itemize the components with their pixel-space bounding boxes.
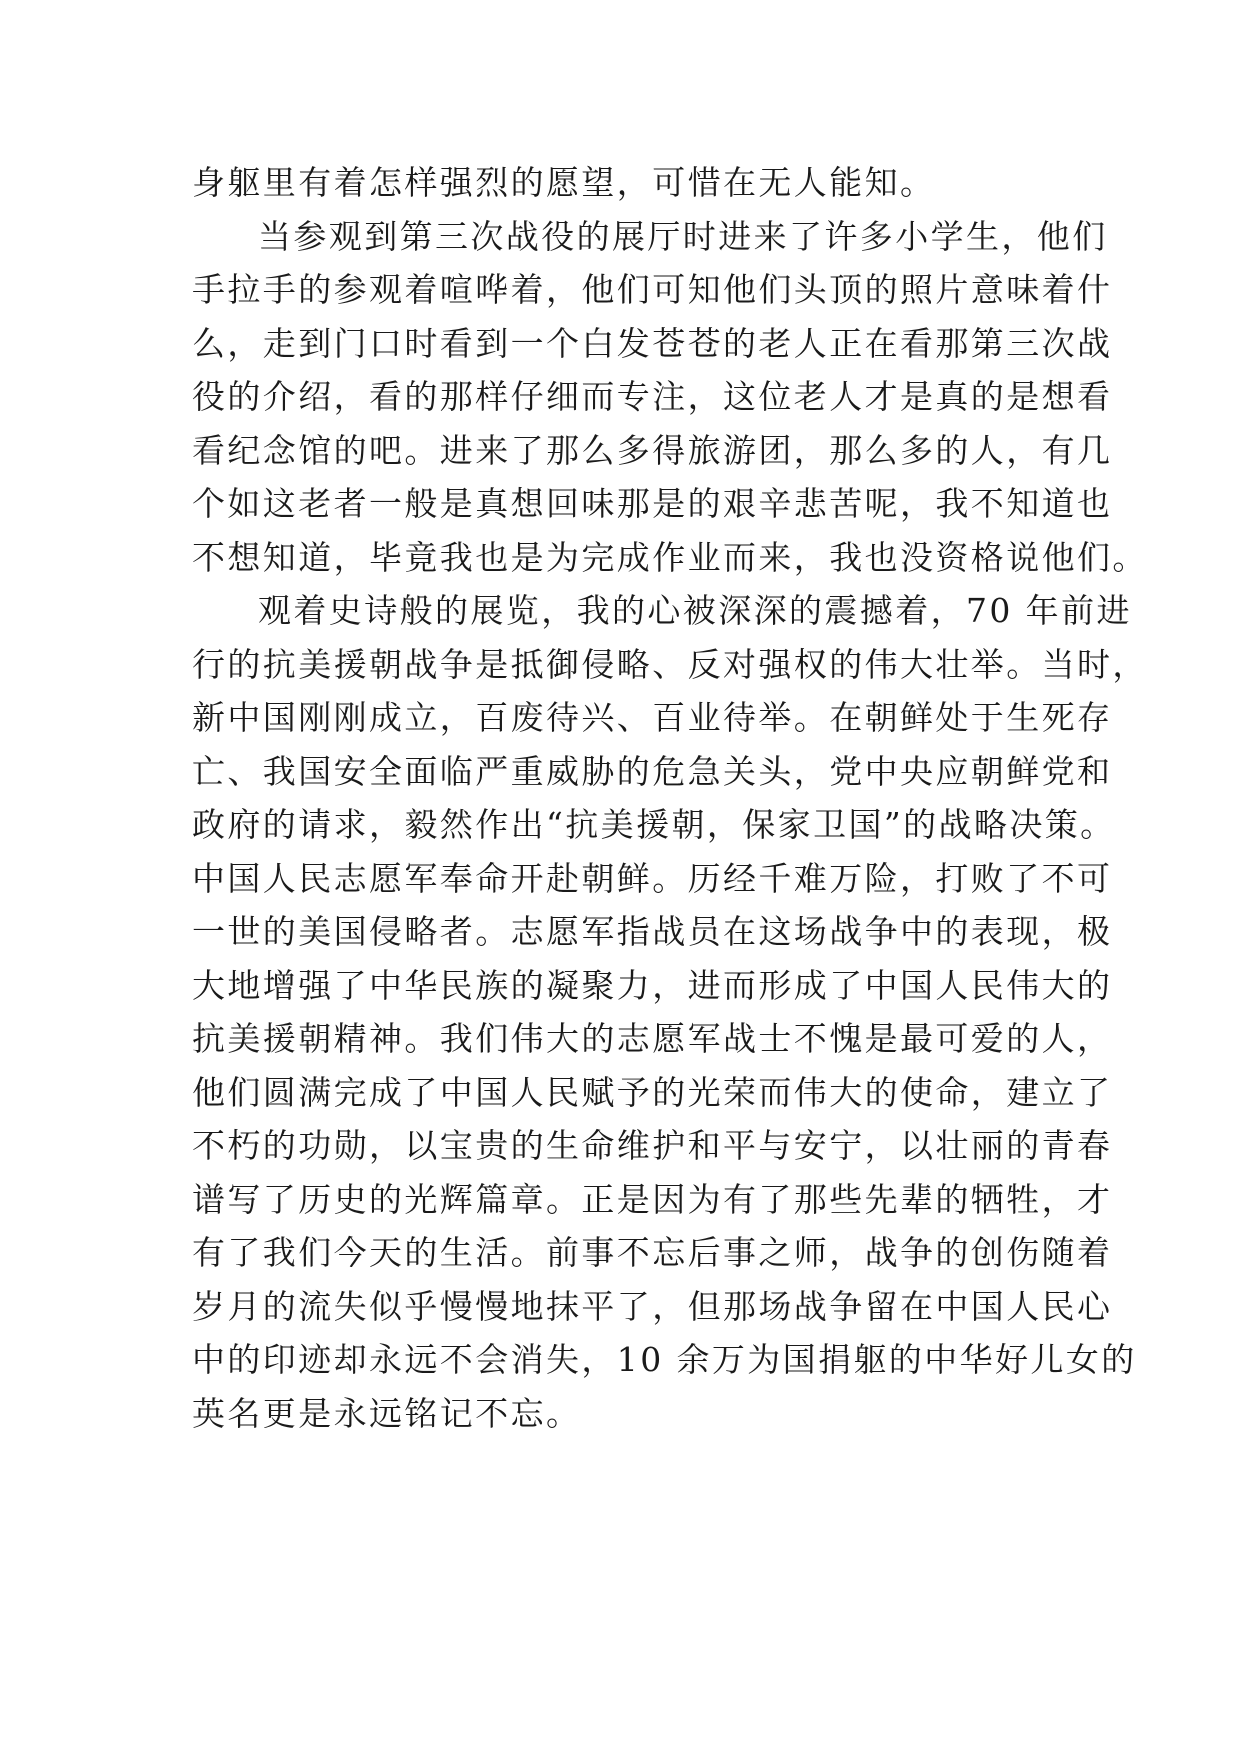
text-line: 不朽的功勋，以宝贵的生命维护和平与安宁，以壮丽的青春 <box>192 1126 1113 1165</box>
text-line: 不想知道，毕竟我也是为完成作业而来，我也没资格说他们。 <box>192 537 1148 577</box>
text-line: 行的抗美援朝战争是抵御侵略、反对强权的伟大壮举。当时， <box>192 644 1148 684</box>
text-line: 中的印迹却永远不会消失，10 余万为国捐躯的中华好儿女的 <box>192 1340 1137 1379</box>
text-line: 么，走到门口时看到一个白发苍苍的老人正在看那第三次战 <box>192 323 1113 363</box>
text-line: 役的介绍，看的那样仔细而专注，这位老人才是真的是想看 <box>192 377 1113 416</box>
text-line: 新中国刚刚成立，百废待兴、百业待举。在朝鲜处于生死存 <box>192 698 1113 737</box>
text-line: 个如这老者一般是真想回味那是的艰辛悲苦呢，我不知道也 <box>192 484 1113 523</box>
text-line: 中国人民志愿军奉命开赴朝鲜。历经千难万险，打败了不可 <box>192 858 1113 898</box>
paragraph-first-line: 观着史诗般的展览，我的心被深深的震撼着，70 年前进 <box>258 591 1132 630</box>
text-line: 谱写了历史的光辉篇章。正是因为有了那些先辈的牺牲，才 <box>192 1179 1113 1219</box>
text-line: 身躯里有着怎样强烈的愿望，可惜在无人能知。 <box>192 163 936 202</box>
text-line: 亡、我国安全面临严重威胁的危急关头，党中央应朝鲜党和 <box>192 751 1113 791</box>
text-line: 他们圆满完成了中国人民赋予的光荣而伟大的使命，建立了 <box>192 1072 1113 1112</box>
text-line: 抗美援朝精神。我们伟大的志愿军战士不愧是最可爱的人， <box>192 1019 1113 1058</box>
text-line: 看纪念馆的吧。进来了那么多得旅游团，那么多的人，有几 <box>192 430 1113 470</box>
text-line: 有了我们今天的生活。前事不忘后事之师，战争的创伤随着 <box>192 1233 1113 1272</box>
text-line: 一世的美国侵略者。志愿军指战员在这场战争中的表现，极 <box>192 912 1113 951</box>
text-line: 英名更是永远铭记不忘。 <box>192 1393 582 1433</box>
text-line: 手拉手的参观着喧哗着，他们可知他们头顶的照片意味着什 <box>192 270 1113 309</box>
body-text <box>192 156 1148 1440</box>
text-line: 政府的请求，毅然作出“抗美援朝，保家卫国”的战略决策。 <box>192 805 1116 844</box>
text-line: 大地增强了中华民族的凝聚力，进而形成了中国人民伟大的 <box>192 965 1113 1005</box>
paragraph-first-line: 当参观到第三次战役的展厅时进来了许多小学生，他们 <box>258 216 1108 256</box>
text-line: 岁月的流失似乎慢慢地抹平了，但那场战争留在中国人民心 <box>192 1286 1113 1326</box>
